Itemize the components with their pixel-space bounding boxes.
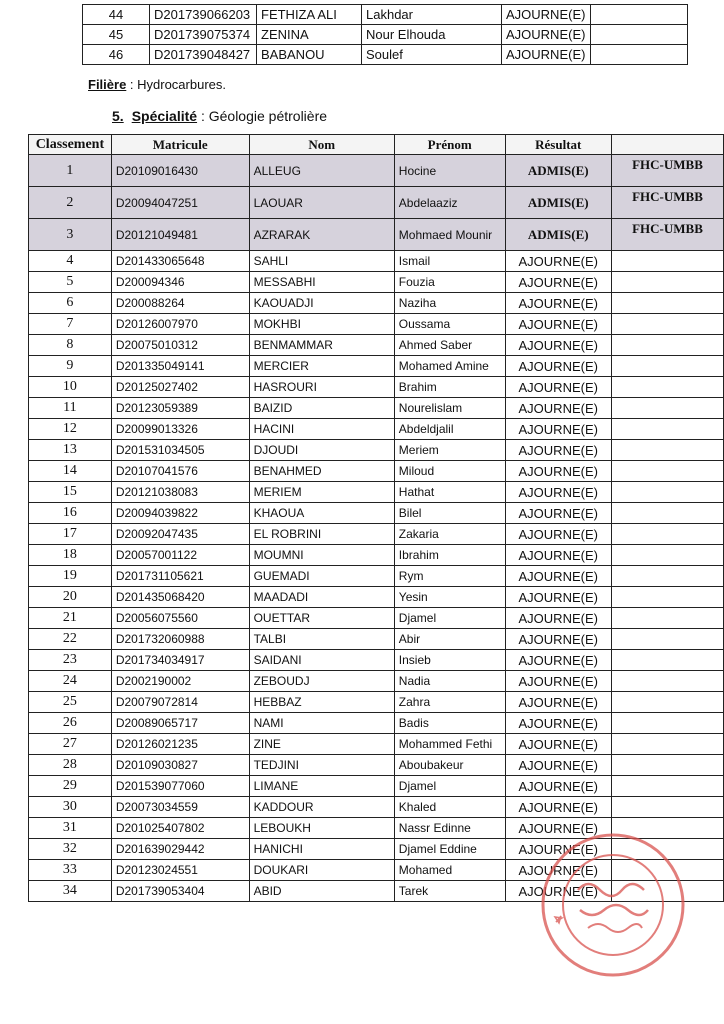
specialite-heading bbox=[112, 108, 327, 124]
extra-cell bbox=[611, 419, 723, 440]
result-row bbox=[29, 545, 724, 566]
prenom-cell: Badis bbox=[394, 713, 505, 734]
classement-cell: 5 bbox=[29, 272, 112, 293]
filiere-value: : Hydrocarbures. bbox=[126, 77, 226, 92]
matricule-cell: D201731105621 bbox=[111, 566, 249, 587]
previous-result-row bbox=[83, 45, 688, 65]
extra-cell bbox=[611, 314, 723, 335]
matricule-cell: D20109016430 bbox=[111, 155, 249, 187]
nom-cell: KAOUADJI bbox=[249, 293, 394, 314]
extra-cell bbox=[611, 839, 723, 860]
matricule-cell: D201539077060 bbox=[111, 776, 249, 797]
resultat-cell: AJOURNE(E) bbox=[505, 440, 611, 461]
classement-cell: 23 bbox=[29, 650, 112, 671]
resultat-cell: AJOURNE(E) bbox=[505, 629, 611, 650]
matricule-cell: D201739048427 bbox=[150, 45, 257, 65]
prenom-cell: Brahim bbox=[394, 377, 505, 398]
result-row bbox=[29, 713, 724, 734]
matricule-cell: D201732060988 bbox=[111, 629, 249, 650]
classement-cell: 34 bbox=[29, 881, 112, 902]
prenom-cell: Ibrahim bbox=[394, 545, 505, 566]
extra-cell bbox=[611, 503, 723, 524]
classement-cell: 30 bbox=[29, 797, 112, 818]
result-row bbox=[29, 650, 724, 671]
specialite-number: 5. bbox=[112, 108, 124, 124]
prenom-cell: Mohammed Fethi bbox=[394, 734, 505, 755]
prenom-cell: Tarek bbox=[394, 881, 505, 902]
classement-cell: 20 bbox=[29, 587, 112, 608]
nom-cell: MOKHBI bbox=[249, 314, 394, 335]
prenom-cell: Miloud bbox=[394, 461, 505, 482]
extra-cell bbox=[591, 45, 688, 65]
resultat-cell: AJOURNE(E) bbox=[505, 650, 611, 671]
result-row bbox=[29, 608, 724, 629]
classement-cell: 8 bbox=[29, 335, 112, 356]
matricule-cell: D20125027402 bbox=[111, 377, 249, 398]
classement-cell: 46 bbox=[83, 45, 150, 65]
classement-cell: 16 bbox=[29, 503, 112, 524]
result-row bbox=[29, 314, 724, 335]
classement-cell: 9 bbox=[29, 356, 112, 377]
result-row bbox=[29, 755, 724, 776]
result-row bbox=[29, 356, 724, 377]
prenom-cell: Abir bbox=[394, 629, 505, 650]
result-row bbox=[29, 587, 724, 608]
prenom-cell: Yesin bbox=[394, 587, 505, 608]
prenom-cell: Djamel Eddine bbox=[394, 839, 505, 860]
extra-cell bbox=[611, 881, 723, 902]
prenom-cell: Oussama bbox=[394, 314, 505, 335]
classement-cell: 18 bbox=[29, 545, 112, 566]
resultat-cell: AJOURNE(E) bbox=[505, 377, 611, 398]
nom-cell: FETHIZA ALI bbox=[257, 5, 362, 25]
resultat-cell: AJOURNE(E) bbox=[505, 797, 611, 818]
prenom-cell: Bilel bbox=[394, 503, 505, 524]
result-row bbox=[29, 398, 724, 419]
resultat-cell: ADMIS(E) bbox=[505, 187, 611, 219]
extra-cell bbox=[611, 251, 723, 272]
nom-cell: LIMANE bbox=[249, 776, 394, 797]
specialite-label: Spécialité bbox=[131, 108, 198, 124]
resultat-cell: AJOURNE(E) bbox=[505, 713, 611, 734]
classement-cell: 21 bbox=[29, 608, 112, 629]
nom-cell: AZRARAK bbox=[249, 219, 394, 251]
resultat-cell: ADMIS(E) bbox=[505, 219, 611, 251]
extra-cell bbox=[611, 797, 723, 818]
prenom-cell: Ahmed Saber bbox=[394, 335, 505, 356]
extra-cell bbox=[591, 25, 688, 45]
result-row bbox=[29, 776, 724, 797]
prenom-cell: Abdelaaziz bbox=[394, 187, 505, 219]
extra-cell bbox=[611, 545, 723, 566]
filiere-line bbox=[88, 77, 226, 92]
nom-cell: ZENINA bbox=[257, 25, 362, 45]
matricule-cell: D201335049141 bbox=[111, 356, 249, 377]
nom-cell: KADDOUR bbox=[249, 797, 394, 818]
resultat-cell: AJOURNE(E) bbox=[505, 272, 611, 293]
nom-cell: NAMI bbox=[249, 713, 394, 734]
extra-cell: FHC-UMBB bbox=[611, 155, 723, 187]
nom-cell: MOUMNI bbox=[249, 545, 394, 566]
classement-cell: 25 bbox=[29, 692, 112, 713]
prenom-cell: Meriem bbox=[394, 440, 505, 461]
resultat-cell: AJOURNE(E) bbox=[505, 335, 611, 356]
nom-cell: HASROURI bbox=[249, 377, 394, 398]
prenom-cell: Nour Elhouda bbox=[362, 25, 502, 45]
prenom-cell: Hathat bbox=[394, 482, 505, 503]
nom-cell: SAHLI bbox=[249, 251, 394, 272]
nom-cell: ABID bbox=[249, 881, 394, 902]
result-row bbox=[29, 629, 724, 650]
extra-cell bbox=[611, 440, 723, 461]
extra-cell bbox=[611, 734, 723, 755]
result-row bbox=[29, 461, 724, 482]
prenom-cell: Djamel bbox=[394, 776, 505, 797]
nom-cell: MERCIER bbox=[249, 356, 394, 377]
nom-cell: BAIZID bbox=[249, 398, 394, 419]
result-row bbox=[29, 818, 724, 839]
prenom-cell: Aboubakeur bbox=[394, 755, 505, 776]
matricule-cell: D201739053404 bbox=[111, 881, 249, 902]
header-extra bbox=[611, 135, 723, 155]
matricule-cell: D201739075374 bbox=[150, 25, 257, 45]
result-row bbox=[29, 419, 724, 440]
result-row bbox=[29, 881, 724, 902]
matricule-cell: D20057001122 bbox=[111, 545, 249, 566]
results-body bbox=[29, 155, 724, 902]
classement-cell: 2 bbox=[29, 187, 112, 219]
extra-cell bbox=[611, 860, 723, 881]
extra-cell bbox=[611, 524, 723, 545]
prenom-cell: Lakhdar bbox=[362, 5, 502, 25]
matricule-cell: D201025407802 bbox=[111, 818, 249, 839]
extra-cell bbox=[611, 356, 723, 377]
resultat-cell: AJOURNE(E) bbox=[505, 860, 611, 881]
result-row bbox=[29, 293, 724, 314]
extra-cell bbox=[611, 293, 723, 314]
results-header-row bbox=[29, 135, 724, 155]
result-row bbox=[29, 335, 724, 356]
nom-cell: DOUKARI bbox=[249, 860, 394, 881]
classement-cell: 33 bbox=[29, 860, 112, 881]
resultat-cell: AJOURNE(E) bbox=[505, 545, 611, 566]
prenom-cell: Ismail bbox=[394, 251, 505, 272]
classement-cell: 4 bbox=[29, 251, 112, 272]
header-resultat: Résultat bbox=[505, 135, 611, 155]
prenom-cell: Insieb bbox=[394, 650, 505, 671]
nom-cell: MAADADI bbox=[249, 587, 394, 608]
resultat-cell: AJOURNE(E) bbox=[505, 356, 611, 377]
matricule-cell: D200088264 bbox=[111, 293, 249, 314]
matricule-cell: D20094047251 bbox=[111, 187, 249, 219]
classement-cell: 15 bbox=[29, 482, 112, 503]
nom-cell: MESSABHI bbox=[249, 272, 394, 293]
matricule-cell: D20092047435 bbox=[111, 524, 249, 545]
nom-cell: HACINI bbox=[249, 419, 394, 440]
nom-cell: MERIEM bbox=[249, 482, 394, 503]
matricule-cell: D20073034559 bbox=[111, 797, 249, 818]
resultat-cell: AJOURNE(E) bbox=[505, 818, 611, 839]
stamp-script-mark-2 bbox=[580, 905, 648, 915]
prenom-cell: Nassr Edinne bbox=[394, 818, 505, 839]
header-classement: Classement bbox=[29, 135, 112, 155]
extra-cell bbox=[611, 818, 723, 839]
matricule-cell: D20123059389 bbox=[111, 398, 249, 419]
classement-cell: 45 bbox=[83, 25, 150, 45]
prenom-cell: Naziha bbox=[394, 293, 505, 314]
nom-cell: LAOUAR bbox=[249, 187, 394, 219]
classement-cell: 27 bbox=[29, 734, 112, 755]
previous-result-row bbox=[83, 25, 688, 45]
classement-cell: 13 bbox=[29, 440, 112, 461]
matricule-cell: D200094346 bbox=[111, 272, 249, 293]
extra-cell bbox=[611, 671, 723, 692]
previous-result-row bbox=[83, 5, 688, 25]
extra-cell bbox=[611, 335, 723, 356]
extra-cell bbox=[611, 377, 723, 398]
classement-cell: 22 bbox=[29, 629, 112, 650]
classement-cell: 12 bbox=[29, 419, 112, 440]
stamp-star-mark bbox=[555, 916, 562, 923]
classement-cell: 19 bbox=[29, 566, 112, 587]
resultat-cell: ADMIS(E) bbox=[505, 155, 611, 187]
nom-cell: HANICHI bbox=[249, 839, 394, 860]
resultat-cell: AJOURNE(E) bbox=[505, 566, 611, 587]
nom-cell: BENMAMMAR bbox=[249, 335, 394, 356]
classement-cell: 7 bbox=[29, 314, 112, 335]
classement-cell: 24 bbox=[29, 671, 112, 692]
prenom-cell: Fouzia bbox=[394, 272, 505, 293]
resultat-cell: AJOURNE(E) bbox=[505, 776, 611, 797]
resultat-cell: AJOURNE(E) bbox=[505, 503, 611, 524]
nom-cell: ZINE bbox=[249, 734, 394, 755]
matricule-cell: D20109030827 bbox=[111, 755, 249, 776]
nom-cell: GUEMADI bbox=[249, 566, 394, 587]
resultat-cell: AJOURNE(E) bbox=[505, 608, 611, 629]
resultat-cell: AJOURNE(E) bbox=[505, 461, 611, 482]
resultat-cell: AJOURNE(E) bbox=[505, 293, 611, 314]
matricule-cell: D20079072814 bbox=[111, 692, 249, 713]
prenom-cell: Soulef bbox=[362, 45, 502, 65]
results-table bbox=[28, 134, 724, 902]
resultat-cell: AJOURNE(E) bbox=[505, 839, 611, 860]
result-row bbox=[29, 671, 724, 692]
matricule-cell: D201531034505 bbox=[111, 440, 249, 461]
result-row bbox=[29, 524, 724, 545]
stamp-script-mark-3 bbox=[588, 924, 642, 932]
extra-cell bbox=[611, 608, 723, 629]
nom-cell: SAIDANI bbox=[249, 650, 394, 671]
matricule-cell: D201639029442 bbox=[111, 839, 249, 860]
nom-cell: KHAOUA bbox=[249, 503, 394, 524]
result-row bbox=[29, 219, 724, 251]
matricule-cell: D20126021235 bbox=[111, 734, 249, 755]
classement-cell: 32 bbox=[29, 839, 112, 860]
matricule-cell: D20123024551 bbox=[111, 860, 249, 881]
extra-cell: FHC-UMBB bbox=[611, 187, 723, 219]
matricule-cell: D20121049481 bbox=[111, 219, 249, 251]
matricule-cell: D20056075560 bbox=[111, 608, 249, 629]
extra-cell bbox=[611, 629, 723, 650]
prenom-cell: Nourelislam bbox=[394, 398, 505, 419]
classement-cell: 10 bbox=[29, 377, 112, 398]
classement-cell: 28 bbox=[29, 755, 112, 776]
result-row bbox=[29, 272, 724, 293]
nom-cell: TEDJINI bbox=[249, 755, 394, 776]
previous-results-table bbox=[82, 4, 688, 65]
matricule-cell: D201734034917 bbox=[111, 650, 249, 671]
prenom-cell: Khaled bbox=[394, 797, 505, 818]
classement-cell: 17 bbox=[29, 524, 112, 545]
extra-cell bbox=[611, 398, 723, 419]
resultat-cell: AJOURNE(E) bbox=[505, 314, 611, 335]
prenom-cell: Mohamed bbox=[394, 860, 505, 881]
extra-cell: FHC-UMBB bbox=[611, 219, 723, 251]
classement-cell: 26 bbox=[29, 713, 112, 734]
resultat-cell: AJOURNE(E) bbox=[505, 251, 611, 272]
header-nom: Nom bbox=[249, 135, 394, 155]
result-row bbox=[29, 377, 724, 398]
nom-cell: ZEBOUDJ bbox=[249, 671, 394, 692]
extra-cell bbox=[611, 587, 723, 608]
nom-cell: LEBOUKH bbox=[249, 818, 394, 839]
resultat-cell: AJOURNE(E) bbox=[505, 587, 611, 608]
prenom-cell: Rym bbox=[394, 566, 505, 587]
resultat-cell: AJOURNE(E) bbox=[502, 45, 591, 65]
resultat-cell: AJOURNE(E) bbox=[505, 734, 611, 755]
extra-cell bbox=[591, 5, 688, 25]
result-row bbox=[29, 440, 724, 461]
matricule-cell: D2002190002 bbox=[111, 671, 249, 692]
header-prenom: Prénom bbox=[394, 135, 505, 155]
prenom-cell: Djamel bbox=[394, 608, 505, 629]
extra-cell bbox=[611, 776, 723, 797]
classement-cell: 44 bbox=[83, 5, 150, 25]
nom-cell: OUETTAR bbox=[249, 608, 394, 629]
nom-cell: HEBBAZ bbox=[249, 692, 394, 713]
classement-cell: 29 bbox=[29, 776, 112, 797]
result-row bbox=[29, 734, 724, 755]
resultat-cell: AJOURNE(E) bbox=[505, 419, 611, 440]
resultat-cell: AJOURNE(E) bbox=[505, 398, 611, 419]
nom-cell: DJOUDI bbox=[249, 440, 394, 461]
prenom-cell: Zakaria bbox=[394, 524, 505, 545]
extra-cell bbox=[611, 482, 723, 503]
result-row bbox=[29, 860, 724, 881]
extra-cell bbox=[611, 755, 723, 776]
nom-cell: ALLEUG bbox=[249, 155, 394, 187]
result-row bbox=[29, 566, 724, 587]
extra-cell bbox=[611, 650, 723, 671]
resultat-cell: AJOURNE(E) bbox=[505, 755, 611, 776]
matricule-cell: D20099013326 bbox=[111, 419, 249, 440]
extra-cell bbox=[611, 566, 723, 587]
result-row bbox=[29, 155, 724, 187]
matricule-cell: D20094039822 bbox=[111, 503, 249, 524]
result-row bbox=[29, 503, 724, 524]
specialite-value: : Géologie pétrolière bbox=[197, 108, 328, 124]
extra-cell bbox=[611, 272, 723, 293]
resultat-cell: AJOURNE(E) bbox=[505, 524, 611, 545]
resultat-cell: AJOURNE(E) bbox=[505, 482, 611, 503]
nom-cell: BABANOU bbox=[257, 45, 362, 65]
result-row bbox=[29, 187, 724, 219]
matricule-cell: D201435068420 bbox=[111, 587, 249, 608]
extra-cell bbox=[611, 692, 723, 713]
prenom-cell: Mohmaed Mounir bbox=[394, 219, 505, 251]
nom-cell: TALBI bbox=[249, 629, 394, 650]
result-row bbox=[29, 251, 724, 272]
prenom-cell: Zahra bbox=[394, 692, 505, 713]
matricule-cell: D20089065717 bbox=[111, 713, 249, 734]
resultat-cell: AJOURNE(E) bbox=[505, 881, 611, 902]
classement-cell: 14 bbox=[29, 461, 112, 482]
matricule-cell: D20107041576 bbox=[111, 461, 249, 482]
prenom-cell: Nadia bbox=[394, 671, 505, 692]
classement-cell: 11 bbox=[29, 398, 112, 419]
matricule-cell: D20075010312 bbox=[111, 335, 249, 356]
previous-results-body bbox=[83, 5, 688, 65]
result-row bbox=[29, 839, 724, 860]
nom-cell: BENAHMED bbox=[249, 461, 394, 482]
classement-cell: 31 bbox=[29, 818, 112, 839]
prenom-cell: Abdeldjalil bbox=[394, 419, 505, 440]
matricule-cell: D20121038083 bbox=[111, 482, 249, 503]
matricule-cell: D201433065648 bbox=[111, 251, 249, 272]
result-row bbox=[29, 482, 724, 503]
resultat-cell: AJOURNE(E) bbox=[502, 25, 591, 45]
extra-cell bbox=[611, 461, 723, 482]
classement-cell: 6 bbox=[29, 293, 112, 314]
resultat-cell: AJOURNE(E) bbox=[502, 5, 591, 25]
extra-cell bbox=[611, 713, 723, 734]
matricule-cell: D201739066203 bbox=[150, 5, 257, 25]
prenom-cell: Mohamed Amine bbox=[394, 356, 505, 377]
resultat-cell: AJOURNE(E) bbox=[505, 671, 611, 692]
classement-cell: 3 bbox=[29, 219, 112, 251]
matricule-cell: D20126007970 bbox=[111, 314, 249, 335]
header-matricule: Matricule bbox=[111, 135, 249, 155]
filiere-label: Filière bbox=[88, 77, 127, 92]
result-row bbox=[29, 797, 724, 818]
prenom-cell: Hocine bbox=[394, 155, 505, 187]
classement-cell: 1 bbox=[29, 155, 112, 187]
result-row bbox=[29, 692, 724, 713]
nom-cell: EL ROBRINI bbox=[249, 524, 394, 545]
resultat-cell: AJOURNE(E) bbox=[505, 692, 611, 713]
